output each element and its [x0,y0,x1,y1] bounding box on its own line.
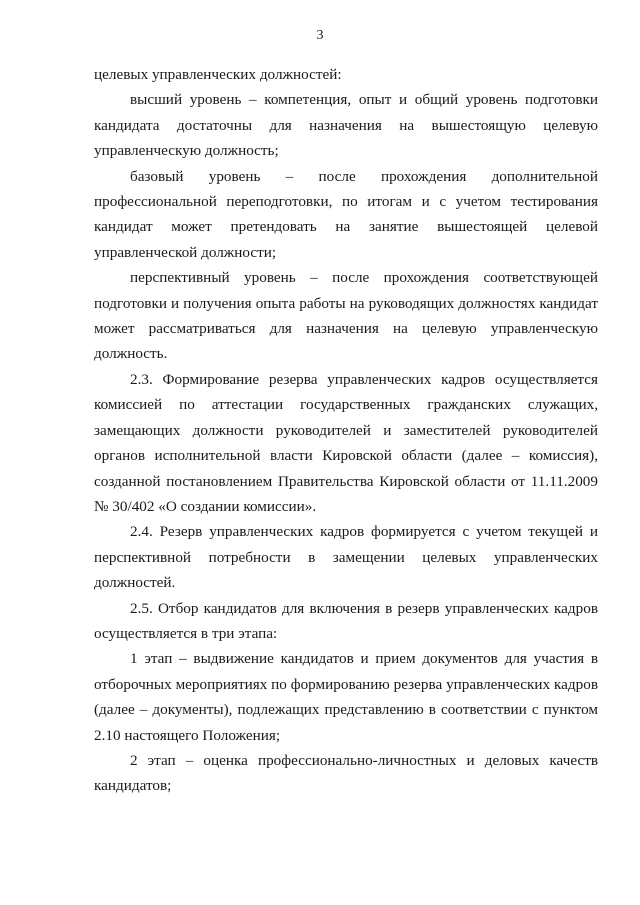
paragraph: 2.3. Формирование резерва управленческих кадров осуществляется комиссией по аттестации государственных гражданских служащих, замещающих должности руководителей и заместителей руководителей органов исполнительной власти Кировской области (далее – комиссия), созданной постановлением Правительства Кировской области от 11.11.2009 № 30/402 «О создании комиссии». [94,370,598,515]
paragraph: 2.4. Резерв управленческих кадров формируется с учетом текущей и перспективной потребности в замещении целевых управленческих должностей. [94,523,598,592]
paragraph: перспективный уровень – после прохождения соответствующей подготовки и получения опыта работы на руководящих должностях кандидат может рассматриваться для назначения на целевую управленческую должность. [94,269,598,363]
document-body [94,62,598,799]
paragraph: базовый уровень – после прохождения дополнительной профессиональной переподготовки, по итогам и с учетом тестирования кандидат может претендовать на занятие вышестоящей целевой управленческой должности; [94,167,598,261]
paragraph: 2 этап – оценка профессионально-личностных и деловых качеств кандидатов; [94,751,598,795]
paragraph: 1 этап – выдвижение кандидатов и прием документов для участия в отборочных мероприятиях по формированию резерва управленческих кадров (далее – документы), подлежащих представлению в соответствии с пунктом 2.10 настоящего Положения; [94,650,598,744]
paragraph: целевых управленческих должностей: [94,66,342,83]
page-number: 3 [316,28,324,43]
paragraph: 2.5. Отбор кандидатов для включения в резерв управленческих кадров осуществляется в три этапа: [94,599,598,642]
paragraph: высший уровень – компетенция, опыт и общий уровень подготовки кандидата достаточны для назначения на вышестоящую целевую управленческую должность; [94,91,598,160]
